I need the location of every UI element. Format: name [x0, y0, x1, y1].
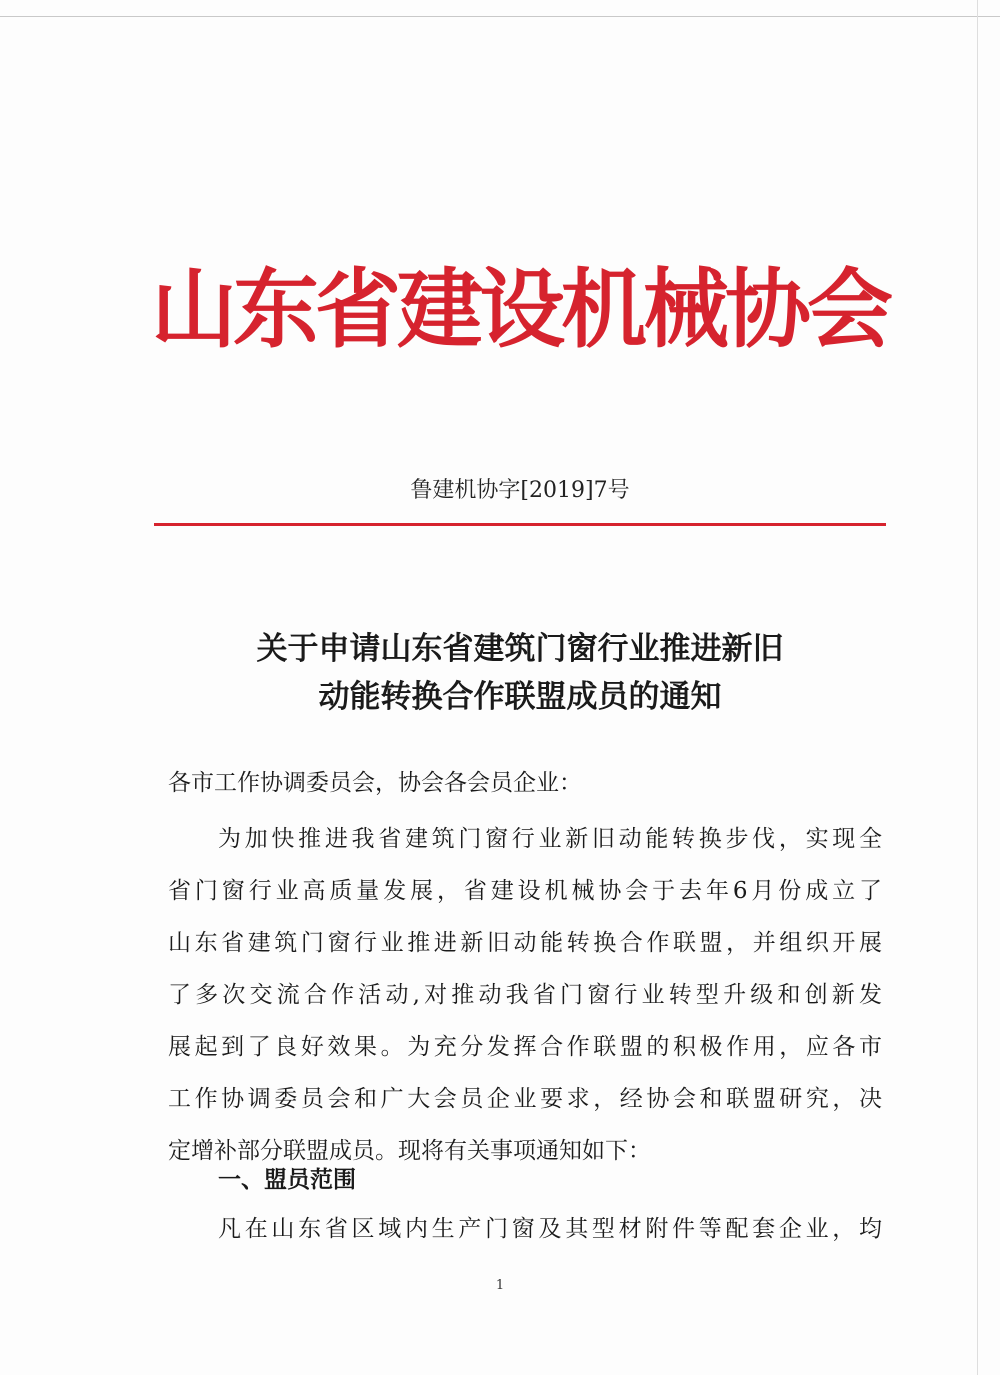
notice-paragraph [168, 816, 882, 1180]
paragraph-line: 了多次交流合作活动,对推动我省门窗行业转型升级和创新发 [168, 982, 882, 1008]
notice-title-line: 动能转换合作联盟成员的通知 [318, 679, 722, 715]
paragraph-line: 展起到了良好效果。为充分发挥合作联盟的积极作用，应各市 [168, 1034, 882, 1060]
page-number: 1 [495, 1278, 505, 1293]
paragraph-line: 为加快推进我省建筑门窗行业新旧动能转换步伐，实现全 [218, 826, 882, 852]
paragraph-line: 工作协调委员会和广大会员企业要求，经协会和联盟研究，决 [168, 1086, 882, 1112]
letterhead-red-rule [154, 523, 886, 526]
paragraph-line: 凡在山东省区域内生产门窗及其型材附件等配套企业，均 [218, 1216, 882, 1242]
letterhead-org-name: 山东省建设机械协会 [151, 260, 889, 360]
paragraph-line: 省门窗行业高质量发展，省建设机械协会于去年6月份成立了 [168, 878, 882, 904]
paragraph-line: 定增补部分联盟成员。现将有关事项通知如下： [168, 1138, 651, 1164]
document-number: 鲁建机协字[2019]7号 [410, 478, 630, 503]
section-paragraph [168, 1206, 882, 1258]
notice-title-line: 关于申请山东省建筑门窗行业推进新旧 [256, 631, 784, 667]
section-heading: 一、盟员范围 [218, 1167, 356, 1193]
notice-title [120, 625, 920, 721]
salutation: 各市工作协调委员会，协会各会员企业： [168, 770, 582, 796]
paragraph-line: 山东省建筑门窗行业推进新旧动能转换合作联盟，并组织开展 [168, 930, 882, 956]
scan-edge-top [0, 16, 1000, 17]
scan-edge-right [977, 0, 978, 1375]
